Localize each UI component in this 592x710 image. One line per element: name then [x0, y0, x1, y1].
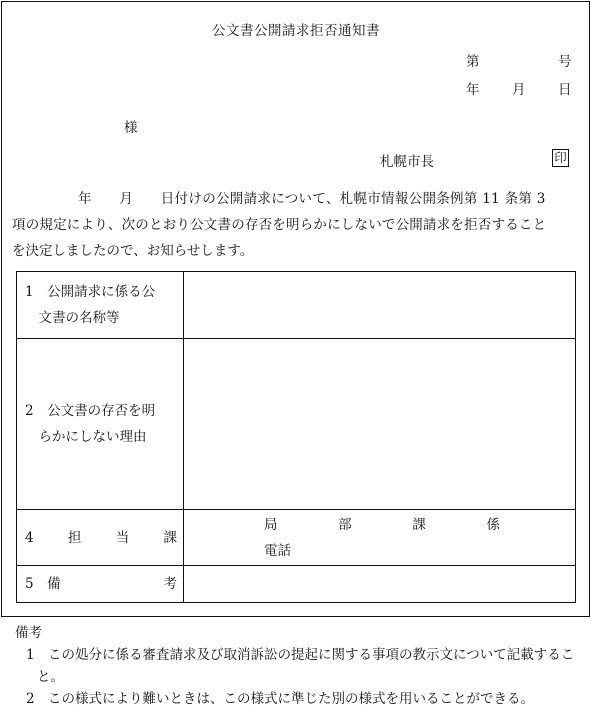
note-item-2 — [15, 688, 587, 710]
label-document-name-line2: 文書の名称等 — [25, 310, 120, 326]
label-document-name-line1: 1 公開請求に係る公 — [25, 284, 156, 300]
body-line-1: 年 月 日付けの公開請求について、札幌市情報公開条例第 11 条第 3 — [78, 191, 546, 207]
note-text-2: この様式により難いときは、この様式に準じた別の様式を用いることができる。 — [48, 691, 534, 707]
label-department-num: 4 — [25, 529, 34, 546]
label-remarks-char-2: 考 — [163, 576, 177, 592]
row-document-name — [17, 272, 576, 339]
label-reason-line1: 2 公文書の存否を明 — [25, 403, 156, 419]
notes-section — [15, 622, 587, 710]
date-year: 年 — [466, 82, 480, 98]
row-department — [17, 510, 576, 566]
seal-mark — [552, 149, 569, 167]
notice-form-table — [16, 271, 576, 603]
notice-body — [12, 186, 578, 264]
number-suffix: 号 — [558, 54, 572, 70]
document-title: 公文書公開請求拒否通知書 — [212, 23, 380, 39]
label-remarks-num: 5 — [25, 576, 34, 592]
unit-subsection: 係 — [486, 516, 500, 533]
recipient-suffix: 様 — [124, 120, 138, 136]
unit-bureau: 局 — [264, 516, 278, 533]
issuer-name: 札幌市長 — [380, 154, 434, 170]
field-department[interactable] — [184, 510, 576, 566]
label-remarks-char-1: 備 — [47, 576, 61, 592]
body-line-2: 項の規定により、次のとおり公文書の存否を明らかにしないで公開請求を拒否すること — [12, 217, 547, 233]
date-day: 日 — [558, 82, 572, 98]
field-reason[interactable] — [184, 339, 576, 510]
label-remarks — [17, 566, 184, 603]
row-remarks — [17, 566, 576, 603]
unit-division: 部 — [338, 516, 352, 533]
label-department-char-3: 課 — [163, 529, 177, 546]
note-number-1: 1 — [26, 647, 35, 663]
label-reason — [17, 339, 184, 510]
unit-section: 課 — [412, 516, 426, 533]
field-remarks[interactable] — [184, 566, 576, 603]
field-document-name[interactable] — [184, 272, 576, 339]
number-prefix: 第 — [466, 54, 480, 70]
seal-box: 印 — [552, 149, 569, 167]
label-reason-line2: らかにしない理由 — [25, 429, 147, 445]
note-number-2: 2 — [26, 691, 35, 707]
body-line-3: を決定しましたので、お知らせします。 — [12, 243, 254, 259]
label-department-char-1: 担 — [67, 529, 82, 546]
label-department-char-2: 当 — [115, 529, 130, 546]
note-item-1 — [15, 644, 587, 688]
label-department — [17, 510, 184, 566]
label-document-name — [17, 272, 184, 339]
note-text-1: この処分に係る審査請求及び取消訴訟の提起に関する事項の教示文について記載すること。 — [37, 647, 575, 685]
phone-label: 電話 — [264, 542, 291, 559]
row-reason — [17, 339, 576, 510]
department-units — [264, 512, 500, 538]
date-month: 月 — [512, 82, 526, 98]
notes-heading: 備考 — [15, 625, 42, 641]
